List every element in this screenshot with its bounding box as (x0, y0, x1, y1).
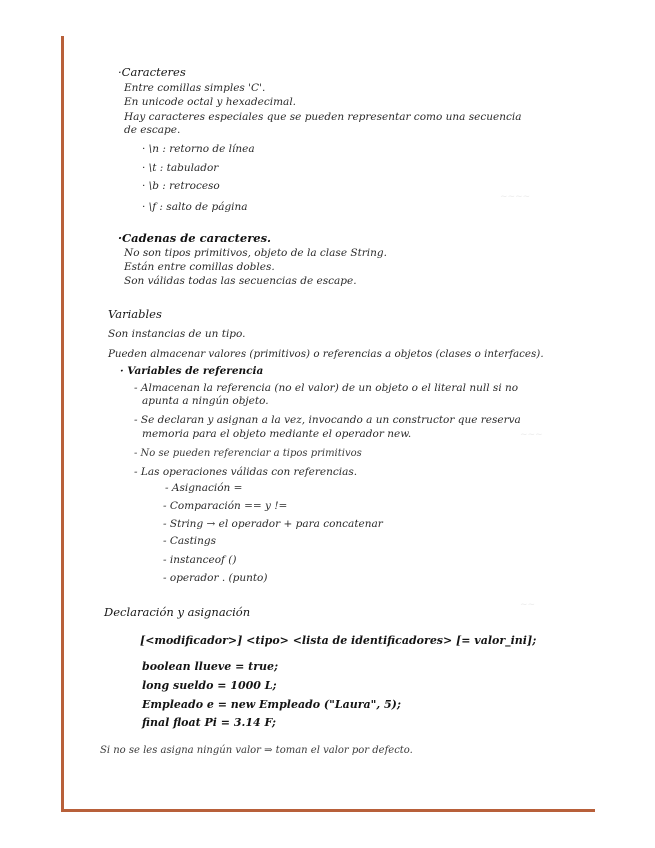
text-line: Son válidas todas las secuencias de escape. (124, 275, 357, 287)
text-line: No son tipos primitivos, objeto de la clase String. (124, 247, 387, 259)
bullet-point: apunta a ningún objeto. (142, 395, 269, 407)
section-heading-declaracion: Declaración y asignación (104, 605, 251, 619)
code-example: long sueldo = 1000 L; (142, 679, 277, 692)
syntax-line: [<modificador>] <tipo> <lista de identificadores> [= valor_ini]; (140, 634, 537, 647)
bullet-point: - Las operaciones válidas con referencias. (134, 466, 358, 478)
margin-line (61, 36, 64, 812)
bullet-point: - Se declaran y asignan a la vez, invocando a un constructor que reserva (134, 414, 521, 426)
code-example: final float Pi = 3.14 F; (142, 716, 276, 729)
footer-note: Si no se les asigna ningún valor ⇒ toman el valor por defecto. (100, 745, 413, 756)
text-line: de escape. (124, 124, 181, 136)
bottom-margin-line (61, 809, 595, 812)
bullet-point: - Almacenan la referencia (no el valor) de un objeto o el literal null si no (134, 382, 519, 394)
operation-item: - operador . (punto) (163, 572, 268, 584)
escape-item: · \t : tabulador (142, 162, 219, 174)
operation-item: - instanceof () (163, 554, 237, 566)
operation-item: - Comparación == y != (163, 500, 288, 512)
section-heading-variables: Variables (108, 307, 162, 321)
escape-item: · \f : salto de página (142, 201, 248, 213)
code-example: boolean llueve = true; (142, 660, 279, 673)
bullet-point: - No se pueden referenciar a tipos primitivos (134, 448, 362, 459)
bleed-through-mark: ~~~ (520, 430, 543, 440)
escape-item: · \n : retorno de línea (142, 143, 255, 155)
bleed-through-mark: ~~~~ (500, 192, 531, 202)
text-line: Pueden almacenar valores (primitivos) o referencias a objetos (clases o interfaces). (108, 348, 544, 360)
subheading-variables-referencia: · Variables de referencia (120, 365, 264, 377)
section-heading-caracteres: ·Caracteres (118, 65, 186, 79)
bullet-point: memoria para el objeto mediante el operador new. (142, 428, 412, 440)
text-line: Están entre comillas dobles. (124, 261, 275, 273)
operation-item: - Castings (163, 535, 217, 547)
text-line: Son instancias de un tipo. (108, 328, 246, 340)
section-heading-cadenas: ·Cadenas de caracteres. (118, 231, 272, 245)
escape-item: · \b : retroceso (142, 180, 220, 192)
code-example: Empleado e = new Empleado ("Laura", 5); (142, 698, 401, 711)
operation-item: - Asignación = (165, 482, 243, 494)
text-line: En unicode octal y hexadecimal. (124, 96, 297, 108)
text-line: Entre comillas simples 'C'. (124, 82, 266, 94)
operation-item: - String → el operador + para concatenar (163, 518, 383, 530)
bleed-through-mark: ~~ (520, 600, 536, 610)
text-line: Hay caracteres especiales que se pueden representar como una secuencia (124, 111, 522, 123)
